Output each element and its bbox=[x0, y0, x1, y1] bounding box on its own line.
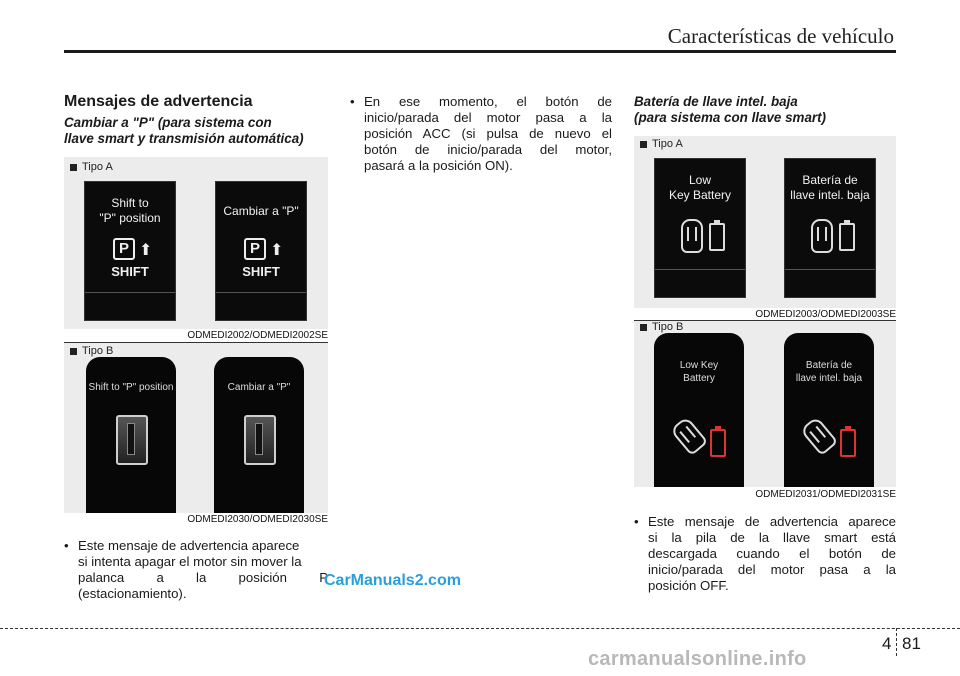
subheading-line: (para sistema con llave smart) bbox=[634, 110, 827, 125]
chapter-number: 4 bbox=[882, 634, 892, 653]
figure-caption: ODMEDI2003/ODMEDI2003SE bbox=[755, 309, 896, 320]
cluster-screen-shift-en-b bbox=[86, 357, 176, 513]
subheading-line: Cambiar a "P" (para sistema con bbox=[64, 115, 272, 130]
footer-dashed-rule bbox=[0, 628, 960, 629]
header-divider bbox=[64, 50, 896, 53]
cluster-screen-shift-es bbox=[215, 181, 307, 321]
bullet-line: si intenta apagar el motor sin mover la bbox=[78, 554, 302, 569]
smart-key-icon bbox=[670, 416, 709, 456]
subheading-low-key-battery bbox=[634, 94, 826, 126]
subheading-shift-p bbox=[64, 115, 304, 147]
screen-text: llave intel. baja bbox=[790, 188, 870, 202]
screen-divider bbox=[785, 269, 875, 270]
bullet-line: botón de inicio/parada del motor, bbox=[364, 142, 612, 157]
square-bullet-icon bbox=[640, 141, 647, 148]
screen-divider bbox=[85, 292, 175, 293]
smart-key-icon bbox=[800, 416, 839, 456]
bullet-paragraph-acc bbox=[350, 94, 612, 174]
bullet-line: pasará a la posición ON). bbox=[364, 158, 513, 173]
type-label-text: Tipo A bbox=[652, 138, 683, 150]
smart-key-icon bbox=[681, 219, 703, 253]
subheading-line: llave smart y transmisión automática) bbox=[64, 131, 304, 146]
screen-text: llave intel. baja bbox=[795, 373, 863, 384]
screen-text: Batería de bbox=[805, 360, 853, 371]
shift-text: SHIFT bbox=[111, 264, 149, 279]
screen-text: Battery bbox=[683, 373, 715, 384]
bullet-line: descargada cuando el botón de bbox=[648, 546, 896, 561]
bullet-line: si la pila de la llave smart está bbox=[648, 530, 896, 545]
screen-divider bbox=[655, 269, 745, 270]
square-bullet-icon bbox=[70, 348, 77, 355]
screen-text: "P" position bbox=[99, 211, 161, 225]
screen-text: Cambiar a "P" bbox=[227, 382, 291, 393]
square-bullet-icon bbox=[640, 324, 647, 331]
watermark-carmanualsonline: carmanualsonline.info bbox=[588, 648, 807, 670]
bullet-line: (estacionamiento). bbox=[78, 586, 187, 601]
cluster-screen-shift-es-b bbox=[214, 357, 304, 513]
bullet-line: inicio/parada del motor pasa a la bbox=[364, 110, 612, 125]
park-p-icon: P bbox=[113, 238, 135, 260]
cluster-screen-battery-en-b bbox=[654, 333, 744, 487]
screen-divider bbox=[216, 292, 306, 293]
bullet-line: posición OFF. bbox=[648, 578, 729, 593]
arrow-up-icon: ⬆ bbox=[139, 242, 153, 259]
page-number-separator bbox=[896, 628, 897, 656]
bullet-dot-icon: • bbox=[634, 514, 639, 529]
figure-panel-battery-type-a bbox=[634, 136, 896, 308]
figure-caption: ODMEDI2030/ODMEDI2030SE bbox=[187, 514, 328, 525]
cluster-screen-battery-en bbox=[654, 158, 746, 298]
screen-text: Shift to bbox=[111, 196, 149, 210]
figure-caption: ODMEDI2031/ODMEDI2031SE bbox=[755, 489, 896, 500]
bullet-paragraph-battery bbox=[634, 514, 896, 594]
square-bullet-icon bbox=[70, 164, 77, 171]
screen-text: Batería de bbox=[802, 173, 858, 187]
bullet-paragraph-shift bbox=[64, 538, 328, 602]
bullet-line: Este mensaje de advertencia aparece bbox=[78, 538, 300, 553]
screen-text: Key Battery bbox=[668, 188, 732, 202]
bullet-line: posición ACC (si pulsa de nuevo el bbox=[364, 126, 612, 141]
cluster-screen-battery-es-b bbox=[784, 333, 874, 487]
shift-text: SHIFT bbox=[242, 264, 280, 279]
screen-text: Cambiar a "P" bbox=[223, 204, 299, 218]
figure-panel-battery-type-b bbox=[634, 321, 896, 487]
park-p-icon: P bbox=[244, 238, 266, 260]
screen-text: Low bbox=[688, 173, 711, 187]
smart-key-icon bbox=[811, 219, 833, 253]
type-a-label bbox=[640, 138, 683, 150]
section-heading: Mensajes de advertencia bbox=[64, 93, 253, 110]
watermark-carmanuals2: CarManuals2.com bbox=[324, 572, 461, 589]
screen-text: Shift to "P" position bbox=[88, 382, 174, 393]
gear-lever-icon bbox=[244, 415, 276, 465]
type-b-label bbox=[640, 321, 683, 333]
bullet-line: palanca a la posición P bbox=[78, 570, 328, 585]
bullet-line: inicio/parada del motor pasa a la bbox=[648, 562, 896, 577]
type-label-text: Tipo A bbox=[82, 161, 113, 173]
screen-text: Low Key bbox=[679, 360, 719, 371]
bullet-dot-icon: • bbox=[64, 538, 69, 553]
type-label-text: Tipo B bbox=[652, 321, 684, 333]
bullet-line: Este mensaje de advertencia aparece bbox=[648, 514, 896, 529]
type-b-label bbox=[70, 345, 113, 357]
cluster-screen-battery-es bbox=[784, 158, 876, 298]
subheading-line: Batería de llave intel. baja bbox=[634, 94, 798, 109]
type-a-label bbox=[70, 161, 113, 173]
gear-lever-icon bbox=[116, 415, 148, 465]
battery-icon bbox=[840, 429, 856, 457]
bullet-line: En ese momento, el botón de bbox=[364, 94, 612, 109]
figure-caption: ODMEDI2002/ODMEDI2002SE bbox=[187, 330, 328, 341]
battery-icon bbox=[710, 429, 726, 457]
battery-icon bbox=[839, 223, 855, 251]
cluster-screen-shift-en bbox=[84, 181, 176, 321]
arrow-up-icon: ⬆ bbox=[270, 242, 284, 259]
page-number: 81 bbox=[902, 634, 921, 653]
bullet-dot-icon: • bbox=[350, 94, 355, 109]
battery-icon bbox=[709, 223, 725, 251]
type-label-text: Tipo B bbox=[82, 345, 114, 357]
figure-panel-shift-type-b bbox=[64, 343, 328, 513]
page-header-title: Características de vehículo bbox=[667, 24, 894, 48]
figure-panel-shift-type-a bbox=[64, 157, 328, 329]
